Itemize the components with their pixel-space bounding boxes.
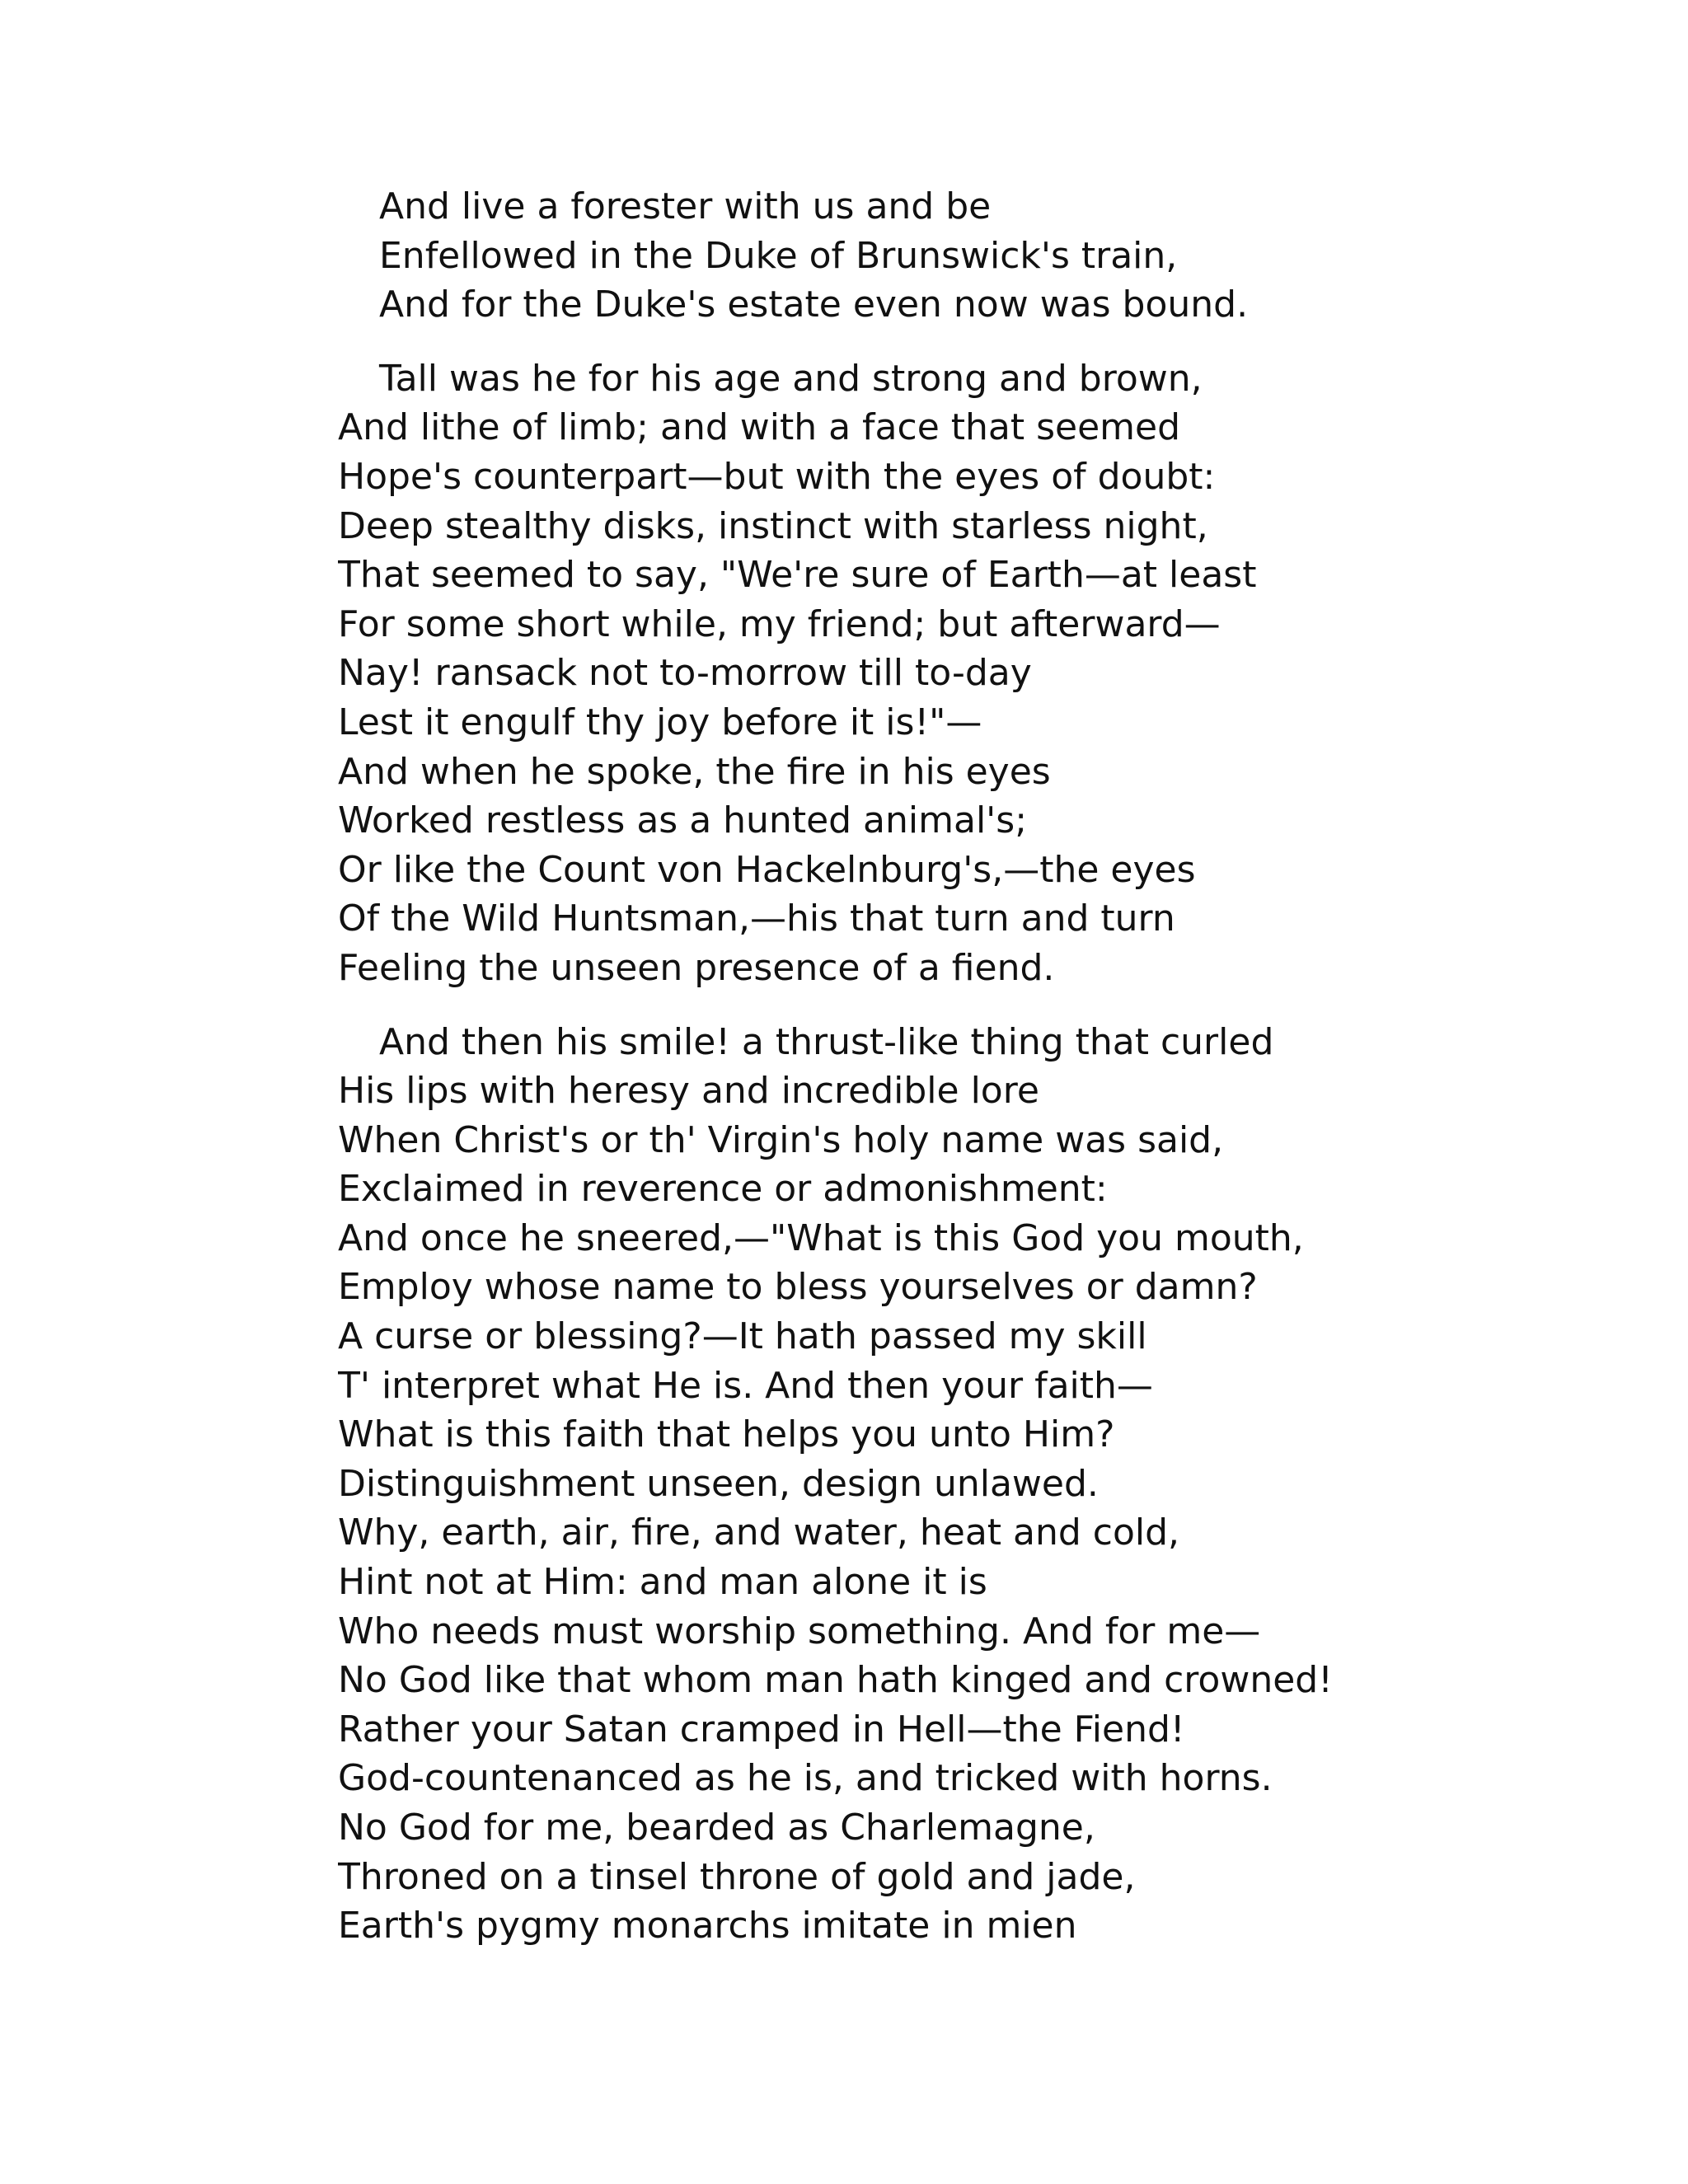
poem-line: And live a forester with us and be: [379, 185, 992, 227]
poem-line: Lest it engulf thy joy before it is!"—: [338, 701, 982, 743]
poem-line: Of the Wild Huntsman,—his that turn and turn: [338, 898, 1175, 940]
poem-line: Distinguishment unseen, design unlawed.: [338, 1462, 1099, 1505]
poem-line: When Christ's or th' Virgin's holy name was said,: [338, 1118, 1224, 1161]
poem-line: Exclaimed in reverence or admonishment:: [338, 1168, 1108, 1211]
poem-line: Throned on a tinsel throne of gold and jade,: [338, 1855, 1136, 1898]
poem-line: And when he spoke, the fire in his eyes: [338, 750, 1051, 793]
poem-line: God-countenanced as he is, and tricked with horns.: [338, 1757, 1273, 1800]
poem-text: [338, 182, 1624, 1985]
stanza: [338, 1018, 1624, 1951]
poem-line: Who needs must worship something. And for me—: [338, 1610, 1261, 1652]
poem-line: And for the Duke's estate even now was bound.: [379, 284, 1249, 326]
poem-line: That seemed to say, "We're sure of Earth—at least: [338, 554, 1257, 597]
poem-line: Worked restless as a hunted animal's;: [338, 799, 1028, 842]
poem-line: Or like the Count von Hackelnburg's,—the eyes: [338, 848, 1196, 891]
poem-line: Rather your Satan cramped in Hell—the Fiend!: [338, 1708, 1185, 1750]
poem-line: Hope's counterpart—but with the eyes of doubt:: [338, 455, 1216, 498]
poem-line: And then his smile! a thrust-like thing that curled: [379, 1020, 1274, 1063]
poem-line: No God like that whom man hath kinged and crowned!: [338, 1659, 1333, 1702]
poem-line: Tall was he for his age and strong and brown,: [379, 357, 1203, 400]
poem-line: Why, earth, air, fire, and water, heat and cold,: [338, 1511, 1180, 1554]
stanza: [338, 354, 1624, 993]
poem-line: And lithe of limb; and with a face that seemed: [338, 406, 1181, 449]
poem-line: A curse or blessing?—It hath passed my skill: [338, 1315, 1147, 1358]
poem-line: For some short while, my friend; but afterward—: [338, 602, 1221, 645]
poem-line: T' interpret what He is. And then your faith—: [338, 1364, 1153, 1407]
poem-line: No God for me, bearded as Charlemagne,: [338, 1807, 1095, 1849]
poem-line: Nay! ransack not to-morrow till to-day: [338, 652, 1032, 695]
poem-line: Earth's pygmy monarchs imitate in mien: [338, 1905, 1077, 1947]
poem-line: Employ whose name to bless yourselves or damn?: [338, 1266, 1258, 1309]
poem-line: His lips with heresy and incredible lore: [338, 1070, 1039, 1113]
stanza: [338, 182, 1624, 330]
poem-line: Deep stealthy disks, instinct with starless night,: [338, 504, 1208, 547]
poem-line: What is this faith that helps you unto Him?: [338, 1413, 1115, 1456]
poem-line: Hint not at Him: and man alone it is: [338, 1561, 987, 1604]
poem-line: Feeling the unseen presence of a fiend.: [338, 946, 1055, 989]
poem-line: And once he sneered,—"What is this God you mouth,: [338, 1216, 1304, 1259]
poem-line: Enfellowed in the Duke of Brunswick's train,: [379, 234, 1178, 277]
